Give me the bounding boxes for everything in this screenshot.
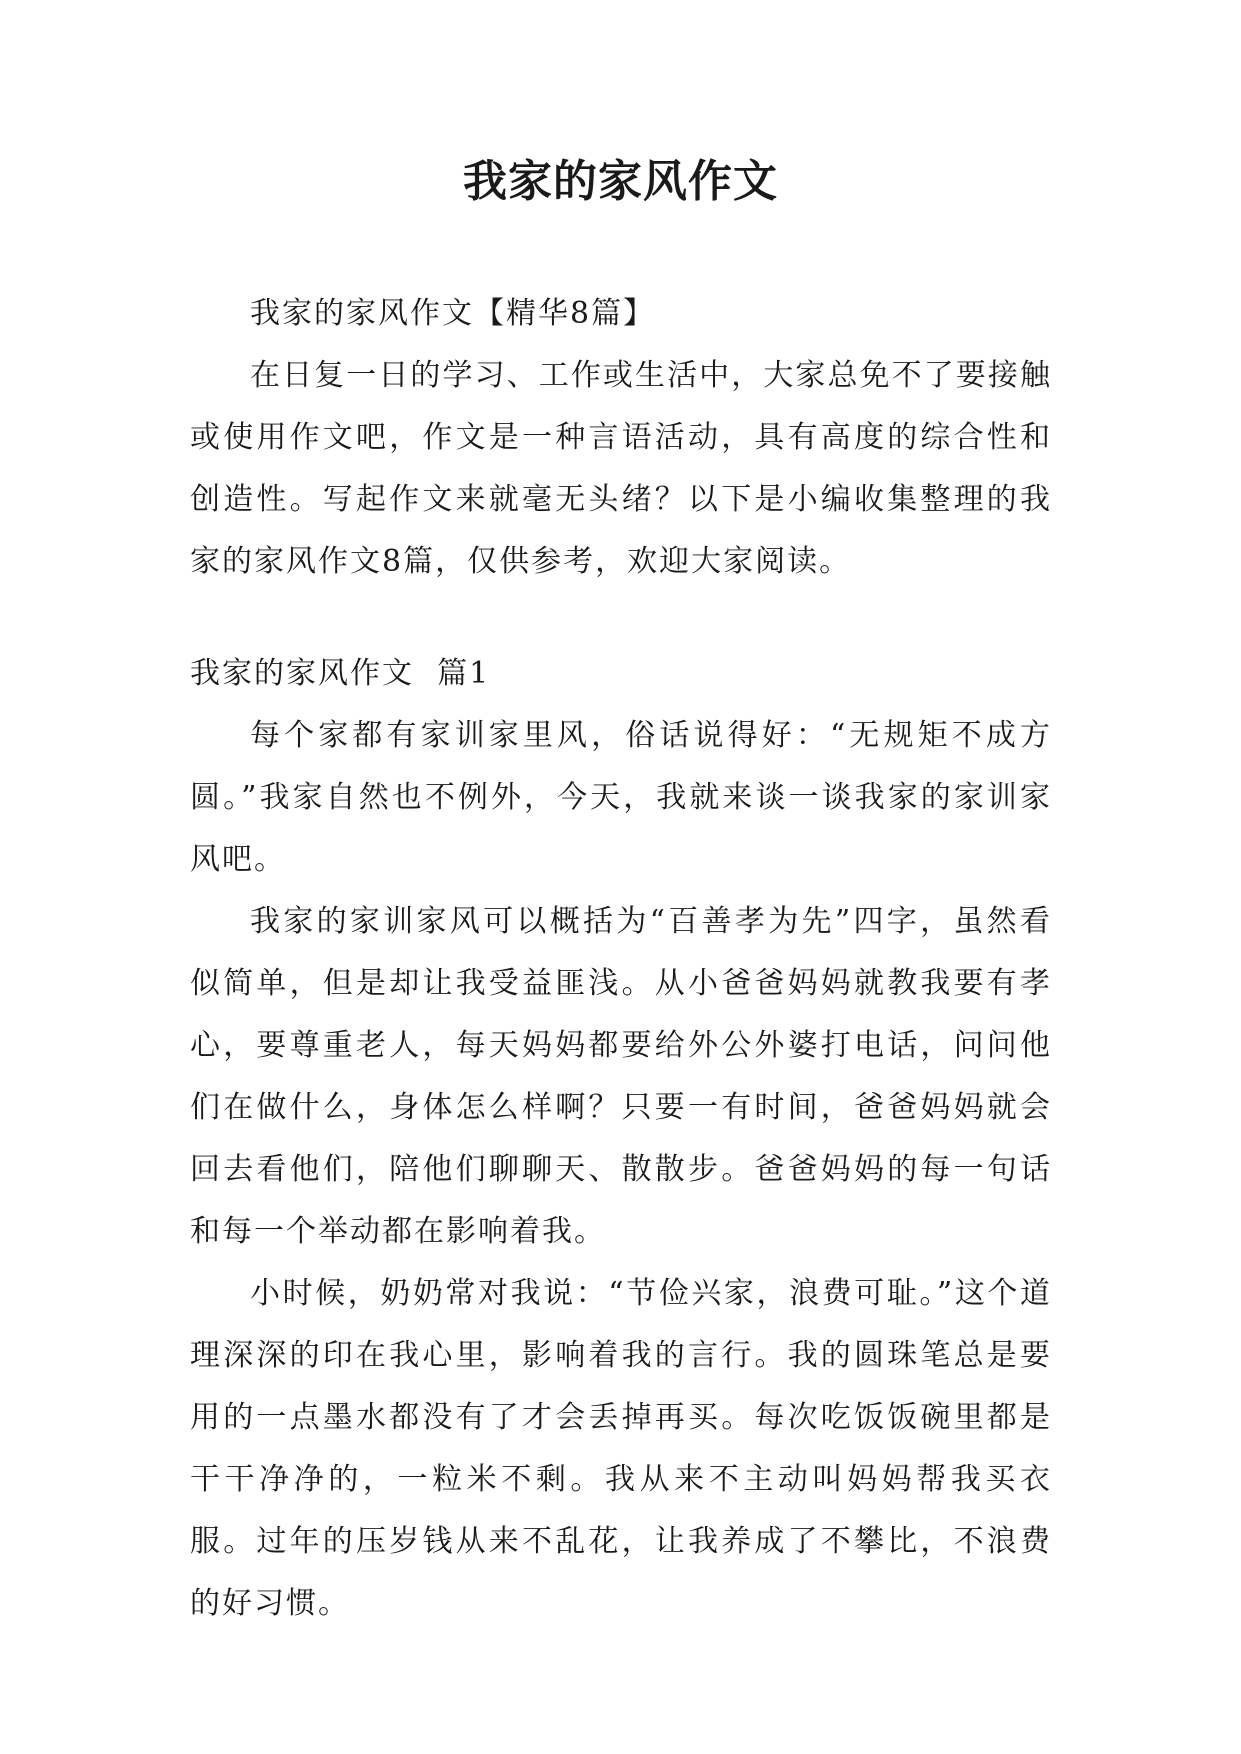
document-title: 我家的家风作文 (463, 156, 778, 207)
document-body (190, 283, 1052, 1635)
body-paragraph: 小时候，奶奶常对我说：“节俭兴家，浪费可耻。”这个道理深深的印在我心里，影响着我的言行。我的圆珠笔总是要用的一点墨水都没有了才会丢掉再买。每次吃饭饭碗里都是干干净净的，一粒米不剩。我从来不主动叫妈妈帮我买衣服。过年的压岁钱从来不乱花，让我养成了不攀比，不浪费的好习惯。 (190, 1276, 1052, 1621)
body-paragraph: 每个家都有家训家里风，俗话说得好：“无规矩不成方圆。”我家自然也不例外，今天，我就来谈一谈我家的家训家风吧。 (190, 718, 1052, 877)
document-subtitle: 我家的家风作文【精华8篇】 (250, 296, 656, 331)
intro-paragraph: 在日复一日的学习、工作或生活中，大家总免不了要接触或使用作文吧，作文是一种言语活动，具有高度的综合性和创造性。写起作文来就毫无头绪？以下是小编收集整理的我家的家风作文8篇，仅供参考，欢迎大家阅读。 (190, 358, 1052, 579)
section-heading: 我家的家风作文 篇1 (190, 656, 491, 691)
body-paragraph: 我家的家训家风可以概括为“百善孝为先”四字，虽然看似简单，但是却让我受益匪浅。从小爸爸妈妈就教我要有孝心，要尊重老人，每天妈妈都要给外公外婆打电话，问问他们在做什么，身体怎么样啊？只要一有时间，爸爸妈妈就会回去看他们，陪他们聊聊天、散散步。爸爸妈妈的每一句话和每一个举动都在影响着我。 (190, 904, 1052, 1249)
